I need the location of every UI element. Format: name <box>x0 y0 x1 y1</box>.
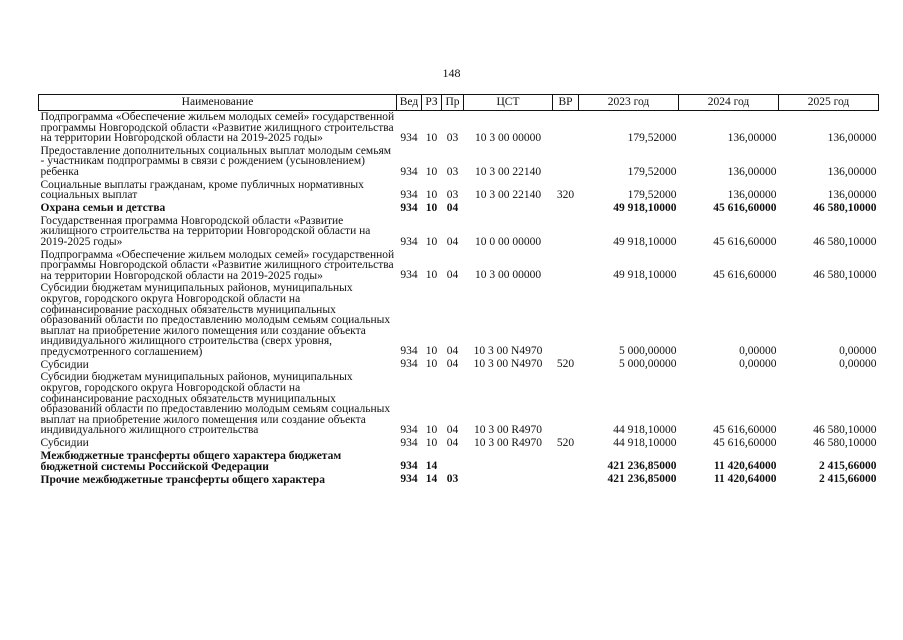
cell-vr <box>553 450 579 473</box>
cell-2025: 46 580,10000 <box>813 437 877 450</box>
cell-2023: 179,52000 <box>627 131 677 144</box>
cell-name: Субсидии бюджетам муниципальных районов, муниципальных округов, городского округа Новгородской области на софинансирование расходных обязательств муниципальных образований области по предоставлению молодым семьям социальных выплат на приобретение жилого помещения или создание объекта индивидуального жилищного строительства <box>40 371 391 437</box>
cell-ved: 934 <box>400 188 418 201</box>
cell-2024: 136,00000 <box>727 188 777 201</box>
cell-2023: 44 918,10000 <box>613 424 677 437</box>
cell-cst: 10 3 00 22140 <box>474 165 542 178</box>
cell-2024: 0,00000 <box>739 358 777 371</box>
cell-2023: 421 236,85000 <box>607 460 677 473</box>
table-header-row <box>39 95 879 111</box>
cell-rz: 10 <box>425 131 438 144</box>
cell-ved: 934 <box>400 424 418 437</box>
cell-2025: 0,00000 <box>839 345 877 358</box>
cell-cst: 10 0 00 00000 <box>474 235 542 248</box>
table-row <box>39 111 879 145</box>
table-row <box>39 145 879 179</box>
cell-ved: 934 <box>400 345 418 358</box>
header-2024: 2024 год <box>679 95 779 111</box>
cell-rz: 10 <box>425 165 438 178</box>
cell-2024: 45 616,60000 <box>713 235 777 248</box>
cell-name: Прочие межбюджетные трансферты общего характера <box>40 473 325 486</box>
table-row <box>39 437 879 450</box>
cell-rz: 10 <box>425 437 438 450</box>
cell-vr <box>553 282 579 358</box>
cell-2024: 45 616,60000 <box>713 269 777 282</box>
table-row <box>39 358 879 371</box>
table-row <box>39 202 879 215</box>
cell-cst <box>464 473 553 486</box>
cell-vr <box>553 145 579 179</box>
cell-rz: 10 <box>425 358 438 371</box>
cell-ved: 934 <box>400 358 418 371</box>
header-name: Наименование <box>39 95 397 111</box>
cell-rz: 14 <box>425 460 438 473</box>
cell-2023: 179,52000 <box>627 165 677 178</box>
cell-name: Охрана семьи и детства <box>40 202 166 215</box>
cell-vr <box>553 473 579 486</box>
cell-rz: 10 <box>425 235 438 248</box>
cell-cst <box>464 450 553 473</box>
cell-vr: 520 <box>556 437 575 450</box>
cell-cst <box>464 202 553 215</box>
cell-vr <box>553 371 579 437</box>
cell-2024: 45 616,60000 <box>713 424 777 437</box>
cell-ved: 934 <box>400 460 418 473</box>
cell-vr <box>553 111 579 145</box>
cell-name: Субсидии <box>40 437 89 450</box>
cell-pr: 03 <box>446 473 459 486</box>
cell-name: Подпрограмма «Обеспечение жильем молодых семей» государственной программы Новгородской области «Развитие жилищного строительства на территории Новгородской области на 2019-2025 годы» <box>40 111 395 145</box>
cell-cst: 10 3 00 N4970 <box>473 358 543 371</box>
cell-2025: 136,00000 <box>827 188 877 201</box>
cell-2024: 11 420,64000 <box>713 473 777 486</box>
cell-2025: 46 580,10000 <box>813 235 877 248</box>
cell-ved: 934 <box>400 165 418 178</box>
cell-2025: 46 580,10000 <box>813 201 877 214</box>
cell-ved: 934 <box>400 131 418 144</box>
cell-pr: 04 <box>446 424 459 437</box>
cell-ved: 934 <box>400 235 418 248</box>
cell-pr: 03 <box>446 131 459 144</box>
cell-2024: 136,00000 <box>727 165 777 178</box>
header-2025: 2025 год <box>779 95 879 111</box>
cell-2025: 46 580,10000 <box>813 269 877 282</box>
table-row <box>39 179 879 202</box>
cell-2023: 49 918,10000 <box>613 235 677 248</box>
cell-vr <box>553 215 579 249</box>
budget-table <box>38 94 879 486</box>
cell-cst: 10 3 00 00000 <box>474 131 542 144</box>
header-cst: ЦСТ <box>464 95 553 111</box>
table-row <box>39 282 879 358</box>
cell-name: Государственная программа Новгородской области «Развитие жилищного строительства на территории Новгородской области на 2019-2025 годы» <box>40 214 371 248</box>
cell-pr: 04 <box>446 269 459 282</box>
cell-rz: 14 <box>425 473 438 486</box>
cell-2025: 136,00000 <box>827 131 877 144</box>
cell-name: Субсидии <box>40 358 89 371</box>
cell-2023: 5 000,00000 <box>619 358 677 371</box>
cell-cst: 10 3 00 00000 <box>474 269 542 282</box>
cell-rz: 10 <box>425 188 438 201</box>
page-number: 148 <box>442 66 461 80</box>
cell-2025: 136,00000 <box>827 165 877 178</box>
cell-vr: 320 <box>556 188 575 201</box>
header-rz: РЗ <box>422 95 442 111</box>
cell-2024: 45 616,60000 <box>713 437 777 450</box>
cell-vr <box>553 249 579 283</box>
cell-2023: 179,52000 <box>627 188 677 201</box>
cell-2025: 46 580,10000 <box>813 424 877 437</box>
cell-rz: 10 <box>425 201 438 214</box>
cell-name: Субсидии бюджетам муниципальных районов, муниципальных округов, городского округа Новгородской области на софинансирование расходных обязательств муниципальных образований области по предоставлению молодым семьям социальных выплат на приобретение жилого помещения или создание объекта индивидуального жилищного строительства (сверх уровня, предусмотренного соглашением) <box>40 282 391 358</box>
cell-ved: 934 <box>400 473 418 486</box>
cell-2024: 45 616,60000 <box>713 201 777 214</box>
header-ved: Вед <box>397 95 422 111</box>
table-row <box>39 215 879 249</box>
cell-pr: 04 <box>446 358 459 371</box>
cell-2023: 44 918,10000 <box>613 437 677 450</box>
cell-name: Подпрограмма «Обеспечение жильем молодых семей» государственной программы Новгородской области «Развитие жилищного строительства на территории Новгородской области на 2019-2025 годы» <box>40 248 395 282</box>
cell-2024: 0,00000 <box>739 345 777 358</box>
cell-cst: 10 3 00 N4970 <box>473 345 543 358</box>
cell-cst: 10 3 00 22140 <box>474 188 542 201</box>
cell-2024: 11 420,64000 <box>713 460 777 473</box>
cell-name: Межбюджетные трансферты общего характера бюджетам бюджетной системы Российской Федерации <box>40 450 342 473</box>
table-row <box>39 473 879 486</box>
cell-2025: 0,00000 <box>839 358 877 371</box>
cell-rz: 10 <box>425 269 438 282</box>
cell-rz: 10 <box>425 345 438 358</box>
cell-pr: 04 <box>446 437 459 450</box>
cell-2023: 421 236,85000 <box>607 473 677 486</box>
cell-ved: 934 <box>400 437 418 450</box>
cell-pr: 03 <box>446 188 459 201</box>
cell-cst: 10 3 00 R4970 <box>473 437 543 450</box>
cell-pr <box>442 450 464 473</box>
cell-2023: 5 000,00000 <box>619 345 677 358</box>
cell-pr: 04 <box>446 201 459 214</box>
cell-ved: 934 <box>400 269 418 282</box>
cell-cst: 10 3 00 R4970 <box>473 424 543 437</box>
cell-2023: 49 918,10000 <box>613 201 677 214</box>
cell-pr: 04 <box>446 235 459 248</box>
cell-pr: 03 <box>446 165 459 178</box>
cell-2025: 2 415,66000 <box>819 473 877 486</box>
header-pr: Пр <box>442 95 464 111</box>
cell-vr <box>553 202 579 215</box>
cell-name: Предоставление дополнительных социальных выплат молодым семьям - участникам подпрограммы в связи с рождением (усыновлением) ребенка <box>40 144 392 178</box>
cell-2025: 2 415,66000 <box>819 460 877 473</box>
cell-2023: 49 918,10000 <box>613 269 677 282</box>
cell-vr: 520 <box>556 358 575 371</box>
table-row <box>39 249 879 283</box>
cell-2024: 136,00000 <box>727 131 777 144</box>
header-vr: ВР <box>553 95 579 111</box>
cell-rz: 10 <box>425 424 438 437</box>
cell-ved: 934 <box>400 201 418 214</box>
table-row <box>39 371 879 437</box>
table-row <box>39 450 879 473</box>
header-2023: 2023 год <box>579 95 679 111</box>
cell-pr: 04 <box>446 345 459 358</box>
cell-name: Социальные выплаты гражданам, кроме публичных нормативных социальных выплат <box>40 178 364 202</box>
